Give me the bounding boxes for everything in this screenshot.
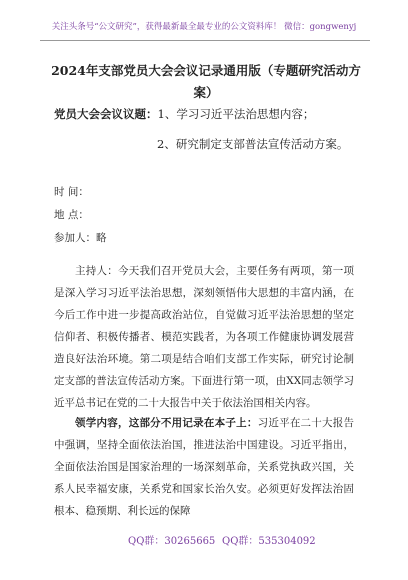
time-label: 时 间： [54,186,89,198]
agenda-item-2: 2、研究制定支部普法宣传活动方案。 [157,137,349,151]
attendees-line [54,230,107,245]
attendees-value: 略 [96,232,107,244]
lead-paragraph [54,412,354,522]
agenda-label: 党员大会会议议题： [54,107,158,121]
header-divider [40,40,370,41]
agenda-item-1: 1、学习习近平法治思想内容； [157,107,315,121]
document-title: 2024年支部党员大会会议记录通用版（专题研究活动方案） [51,63,361,100]
footer-qq-group-1: QQ群：30265665 [128,536,216,547]
place-label: 地 点： [54,209,89,221]
header-promo-note: 关注头条号“公文研究”，获得最新最全最专业的公文资料库！ 微信：gongwenyj [51,22,357,32]
footer-qq-group-2: QQ群：535304092 [222,536,316,547]
lead-bold-intro: 领学内容，这部分不用记录在本子上： [75,417,258,429]
attendees-label: 参加人： [54,232,96,244]
host-paragraph: 主持人：今天我们召开党员大会，主要任务有两项，第一项是深入学习习近平法治思想，深刻领悟伟大思想的丰富内涵，在今后工作中进一步提高政治站位，自觉做习近平法治思想的坚定信仰者、积极传播者、模范实践者，为各项工作健康协调发展营造良好法治环境。第二项是结合咱们支部工作实际，研究讨论制定支部的普法宣传活动方案。下面进行第一项，由XX同志领学习近平总书记在党的二十大报告中关于依法治国相关内容。 [54,265,354,409]
agenda-line-1 [54,106,394,122]
lead-text: 习近平在二十大报告中强调，坚持全面依法治国，推进法治中国建设。习近平指出，全面依法治国是国家治理的一场深刻革命，关系党执政兴国，关系人民幸福安康，关系党和国家长治久安。必须更好发挥法治固根本、稳预期、利长远的保障 [54,417,355,517]
